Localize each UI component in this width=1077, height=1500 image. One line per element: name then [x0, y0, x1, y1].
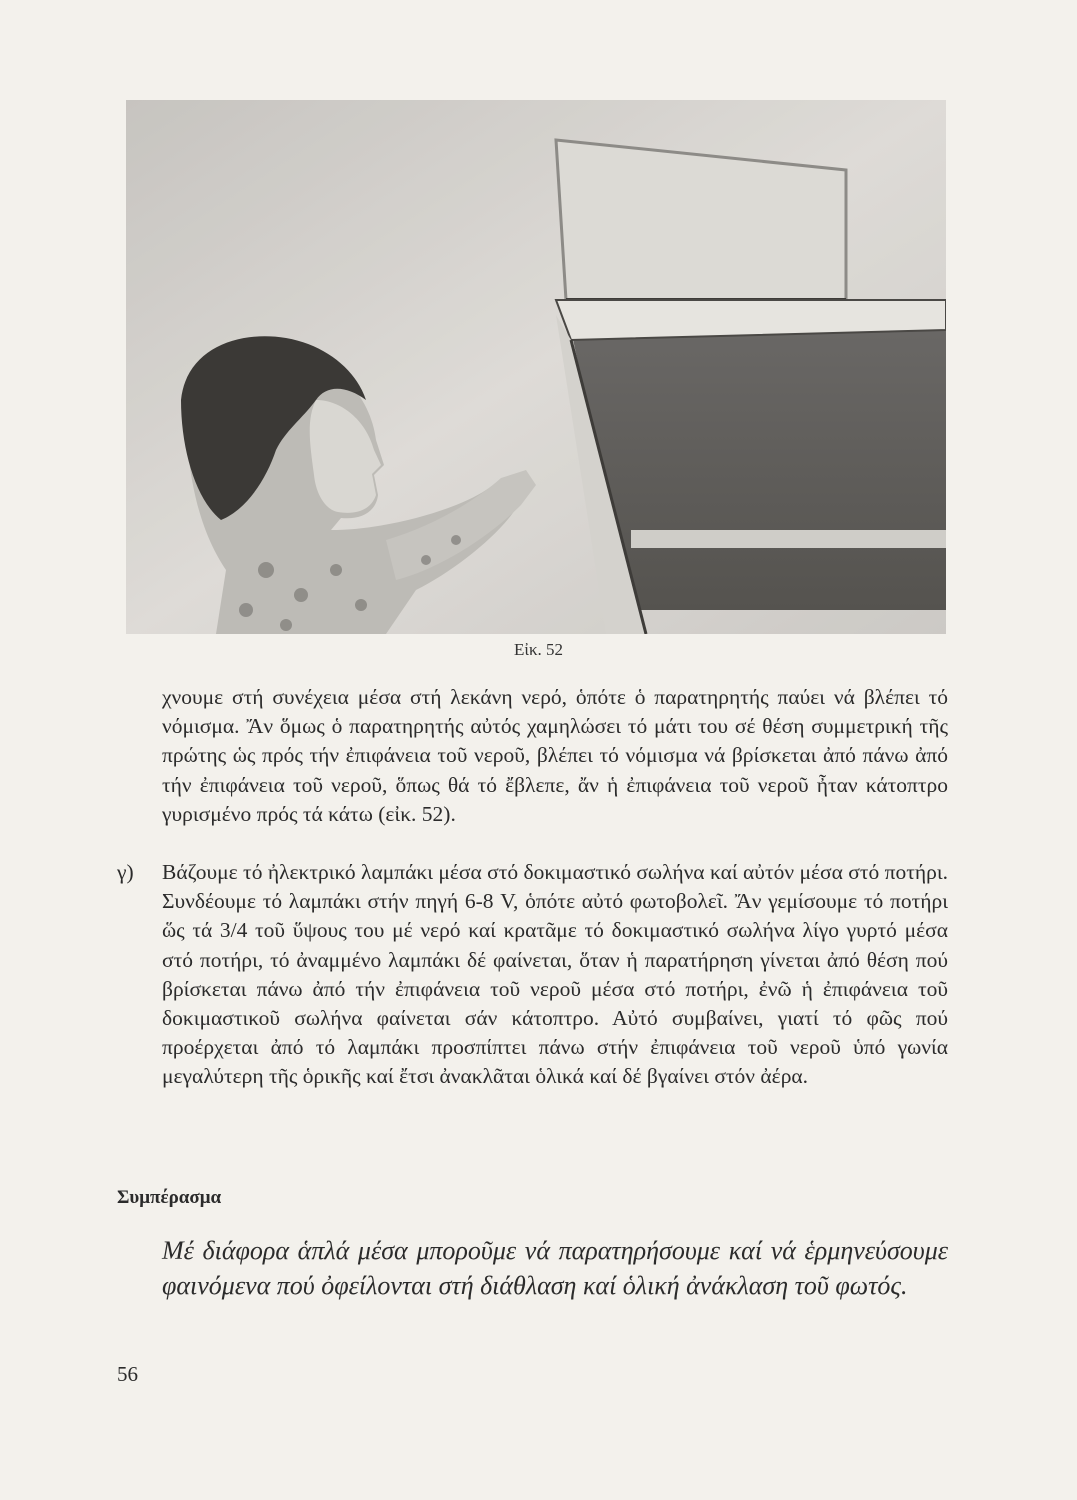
- child-looking-at-basin-photo: [126, 100, 946, 634]
- item-label-gamma: γ): [117, 860, 134, 884]
- conclusion-text: Μέ διάφορα ἁπλά μέσα μποροῦμε νά παρατηρήσουμε καί νά ἑρμηνεύσουμε φαινόμενα πού ὀφείλονται στή διάθλαση καί ὁλική ἀνάκλαση τοῦ φωτός.: [162, 1236, 948, 1300]
- paragraph-text: χνουμε στή συνέχεια μέσα στή λεκάνη νερό, ὁπότε ὁ παρατηρητής παύει νά βλέπει τό νόμισμα. Ἄν ὅμως ὁ παρατηρητής αὐτός χαμηλώσει τό μάτι του σέ θέση συμμετρική τῆς πρώτης ὡς πρός τήν ἐπιφάνεια τοῦ νεροῦ, βλέπει τό νόμισμα νά βρίσκεται ἀπό πάνω ἀπό τήν ἐπιφάνεια τοῦ νεροῦ, ὅπως θά τό ἔβλεπε, ἄν ἡ ἐπιφάνεια τοῦ νεροῦ ἦταν κάτοπτρο γυρισμένο πρός τά κάτω (εἰκ. 52).: [162, 685, 948, 826]
- paragraph-text: Βάζουμε τό ἠλεκτρικό λαμπάκι μέσα στό δοκιμαστικό σωλήνα καί αὐτόν μέσα στό ποτήρι. Συνδέουμε τό λαμπάκι στήν πηγή 6-8 V, ὁπότε αὐτό φωτοβολεῖ. Ἄν γεμίσουμε τό ποτήρι ὥς τά 3/4 τοῦ ὕψους του μέ νερό καί κρατᾶμε τό δοκιμαστικό σωλήνα λίγο γυρτό μέσα στό ποτήρι, τό ἀναμμένο λαμπάκι δέ φαίνεται, ὅταν ἡ παρατήρηση γίνεται ἀπό θέση πού βρίσκεται πάνω ἀπό τήν ἐπιφάνεια τοῦ νεροῦ μέσα στό ποτήρι, ἐνῶ ἡ ἐπιφάνεια τοῦ δοκιμαστικοῦ σωλήνα φαίνεται σάν κάτοπτρο. Αὐτό συμβαίνει, γιατί τό φῶς πού προέρχεται ἀπό τό λαμπάκι προσπίπτει πάνω στήν ἐπιφάνεια τοῦ νεροῦ ὑπό γωνία μεγαλύτερη τῆς ὁρικῆς καί ἔτσι ἀνακλᾶται ὁλικά καί δέ βγαίνει στόν ἀέρα.: [162, 860, 948, 1089]
- page-number: 56: [117, 1362, 138, 1386]
- conclusion-heading: Συμπέρασμα: [117, 1187, 222, 1208]
- figure-caption: Εἰκ. 52: [513, 640, 564, 659]
- paragraph-gamma: [162, 858, 948, 1092]
- paragraph-continued: [162, 683, 948, 829]
- figure-photo: [126, 100, 946, 634]
